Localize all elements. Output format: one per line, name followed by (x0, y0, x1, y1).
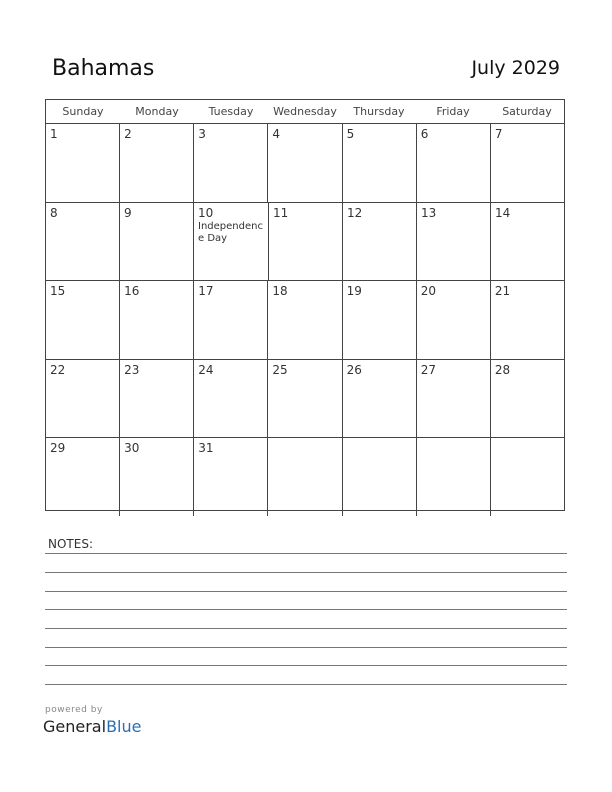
weekday-header: Thursday (353, 105, 405, 118)
day-cell[interactable] (120, 203, 194, 281)
day-cell[interactable] (491, 124, 564, 202)
note-line (45, 553, 567, 554)
day-number: 12 (347, 205, 363, 220)
day-cell[interactable] (417, 360, 491, 438)
day-cell[interactable] (268, 438, 342, 516)
day-number: 14 (495, 205, 511, 220)
calendar-country-title: Bahamas (52, 56, 155, 81)
day-number: 19 (346, 284, 362, 299)
day-number: 6 (420, 127, 429, 141)
day-cell[interactable] (46, 438, 120, 516)
day-number: 4 (272, 127, 281, 141)
holiday-label: Independence Day (198, 220, 263, 244)
day-number: 21 (494, 284, 511, 299)
calendar-grid (45, 99, 565, 511)
day-number: 7 (494, 127, 503, 141)
note-line (45, 628, 567, 629)
day-cell[interactable] (46, 281, 120, 359)
note-line (45, 591, 567, 592)
day-number: 20 (420, 284, 436, 299)
day-cell[interactable] (491, 203, 564, 281)
day-cell[interactable] (491, 281, 564, 359)
note-line (45, 684, 567, 685)
week-row (46, 438, 564, 516)
day-cell[interactable] (268, 281, 342, 359)
day-number: 3 (198, 127, 206, 141)
notes-label: NOTES: (48, 537, 93, 551)
day-number: 9 (124, 205, 132, 220)
day-cell[interactable] (343, 438, 417, 516)
day-cell[interactable] (417, 281, 491, 359)
day-cell[interactable] (343, 124, 417, 202)
day-number: 11 (273, 205, 289, 220)
day-number: 17 (198, 284, 214, 299)
weekday-header: Wednesday (273, 105, 337, 118)
day-number: 23 (124, 362, 140, 377)
note-line (45, 665, 567, 666)
weekday-header: Saturday (502, 105, 552, 118)
day-cell[interactable] (194, 203, 269, 281)
week-row (46, 281, 564, 360)
day-number: 29 (50, 441, 66, 456)
powered-by-text: powered by (45, 705, 103, 715)
weekday-header: Friday (436, 105, 470, 118)
brand-logo[interactable] (43, 717, 141, 736)
day-cell[interactable] (417, 203, 491, 281)
day-cell[interactable] (46, 203, 120, 281)
day-number: 16 (124, 284, 140, 299)
day-cell[interactable] (120, 438, 194, 516)
week-row (46, 360, 564, 439)
day-cell[interactable] (343, 360, 417, 438)
day-cell[interactable] (491, 438, 564, 516)
day-number: 13 (421, 205, 437, 220)
day-number: 26 (346, 362, 362, 377)
brand-logo-general: General (43, 717, 107, 736)
day-number: 8 (50, 205, 58, 220)
day-number: 10 (198, 205, 214, 220)
day-cell[interactable] (194, 360, 268, 438)
day-cell[interactable] (268, 124, 342, 202)
week-row (46, 124, 564, 203)
day-cell[interactable] (417, 124, 491, 202)
day-cell[interactable] (120, 124, 194, 202)
weekday-header: Tuesday (208, 105, 254, 118)
note-line (45, 609, 567, 610)
day-number: 15 (50, 284, 66, 299)
day-cell[interactable] (269, 203, 343, 281)
day-number: 31 (198, 441, 214, 456)
weekday-header: Sunday (62, 105, 104, 118)
day-number: 18 (272, 284, 288, 299)
weekday-header: Monday (135, 105, 179, 118)
day-cell[interactable] (491, 360, 564, 438)
weekday-header-row (46, 100, 564, 124)
day-cell[interactable] (194, 438, 268, 516)
day-number: 2 (124, 127, 132, 141)
day-number: 1 (50, 127, 58, 141)
day-number: 28 (494, 362, 511, 377)
brand-logo-blue: Blue (106, 717, 142, 736)
day-cell[interactable] (46, 124, 120, 202)
day-cell[interactable] (46, 360, 120, 438)
day-cell[interactable] (268, 360, 342, 438)
day-number: 27 (420, 362, 436, 377)
day-cell[interactable] (417, 438, 491, 516)
day-cell[interactable] (120, 360, 194, 438)
note-line (45, 572, 567, 573)
day-number: 30 (124, 441, 140, 456)
day-number: 22 (50, 362, 66, 377)
day-number: 25 (272, 362, 288, 377)
day-number: 24 (198, 362, 214, 377)
note-line (45, 647, 567, 648)
day-cell[interactable] (343, 281, 417, 359)
day-cell[interactable] (194, 281, 268, 359)
day-number: 5 (346, 127, 355, 141)
day-cell[interactable] (120, 281, 194, 359)
day-cell[interactable] (343, 203, 417, 281)
day-cell[interactable] (194, 124, 268, 202)
week-row (46, 203, 564, 282)
calendar-month-title: July 2029 (471, 57, 560, 79)
